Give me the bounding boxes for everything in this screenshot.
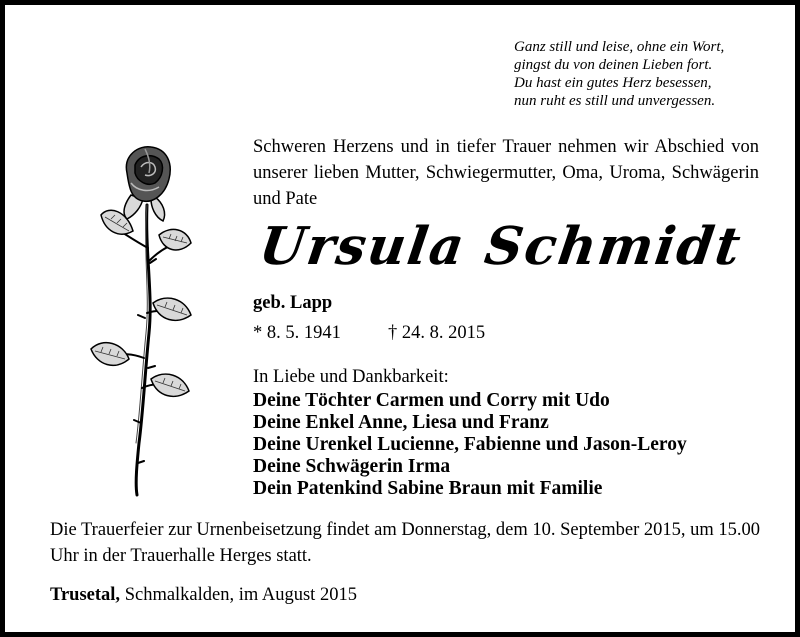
place-date-line: [50, 583, 357, 607]
memorial-poem: [514, 38, 764, 110]
mourner-line: Deine Schwägerin Irma: [253, 456, 451, 477]
death-date: † 24. 8. 2015: [388, 323, 486, 343]
intro-text: Schweren Herzens und in tiefer Trauer nehmen wir Abschied von unserer lieben Mutter, Schwiegermutter, Oma, Uroma, Schwägerin und Pate: [253, 137, 759, 209]
mourner-line: Deine Töchter Carmen und Corry mit Udo: [253, 390, 610, 411]
gratitude-line: In Liebe und Dankbarkeit:: [253, 367, 449, 387]
life-dates: [253, 321, 653, 345]
place-rest: Schmalkalden, im August 2015: [124, 585, 357, 605]
poem-line: nun ruht es still und unvergessen.: [514, 93, 716, 109]
mourner-line: Deine Enkel Anne, Liesa und Franz: [253, 412, 549, 433]
birth-date: * 8. 5. 1941: [253, 323, 341, 343]
deceased-name: Ursula Schmidt: [255, 216, 746, 277]
poem-line: Du hast ein gutes Herz besessen,: [514, 75, 712, 91]
maiden-name: geb. Lapp: [253, 293, 333, 313]
poem-line: Ganz still und leise, ohne ein Wort,: [514, 39, 725, 55]
town-name: Trusetal,: [50, 585, 121, 605]
mourner-line: Dein Patenkind Sabine Braun mit Familie: [253, 478, 603, 499]
mourner-line: Deine Urenkel Lucienne, Fabienne und Jason-Leroy: [253, 434, 687, 455]
rose-icon: [87, 143, 197, 503]
mourners-list: [253, 390, 687, 500]
poem-line: gingst du von deinen Lieben fort.: [514, 57, 713, 73]
funeral-announcement: Die Trauerfeier zur Urnenbeisetzung findet am Donnerstag, dem 10. September 2015, um 15.00 Uhr in der Trauerhalle Herges statt.: [50, 520, 761, 566]
